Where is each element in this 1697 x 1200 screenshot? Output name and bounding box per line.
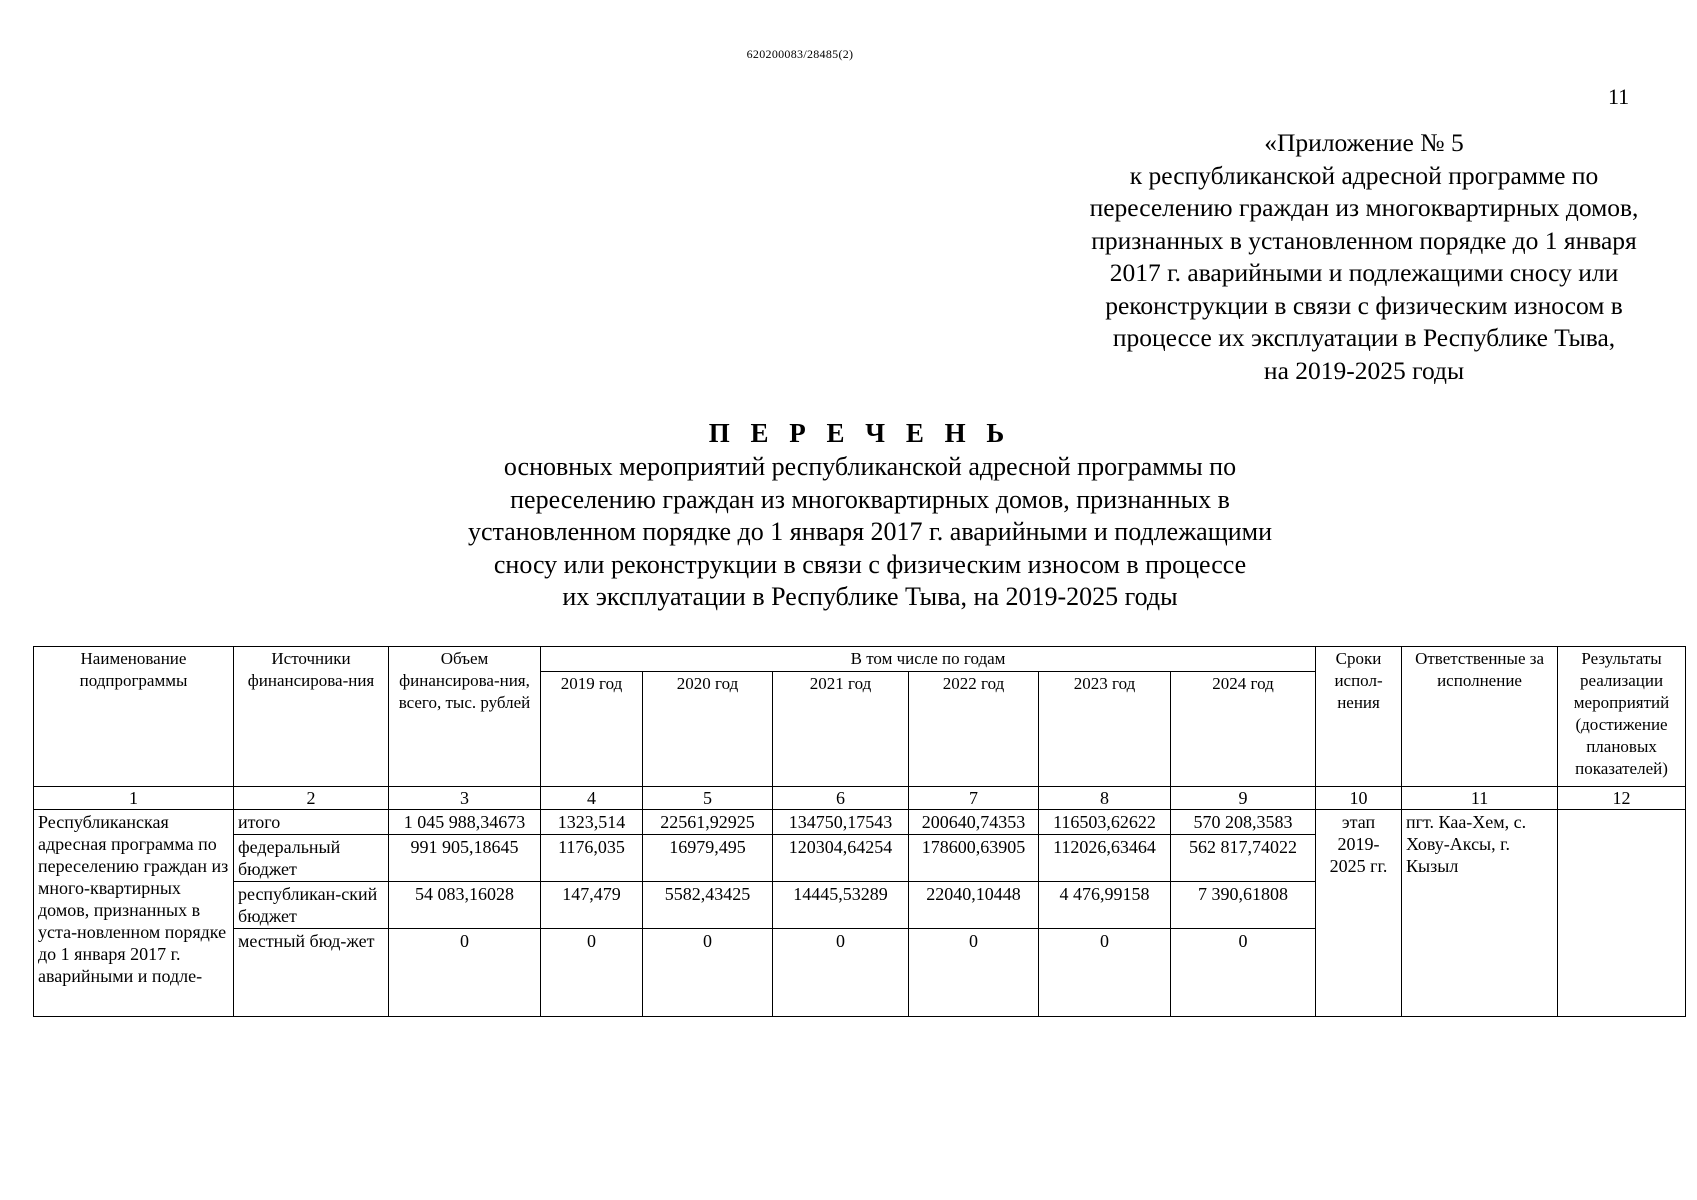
year-2023-cell: 4 476,99158: [1039, 882, 1171, 929]
year-2024-cell: 570 208,3583: [1171, 810, 1316, 835]
year-2022-cell: 200640,74353: [909, 810, 1039, 835]
column-number: 4: [541, 787, 643, 810]
subtitle-line: установленном порядке до 1 января 2017 г. аварийными и подлежащими: [467, 517, 1273, 546]
document-heading: П Е Р Е Ч Е Н Ь: [708, 418, 1012, 448]
document-subtitle: [370, 451, 1370, 614]
source-cell: федеральный бюджет: [234, 835, 389, 882]
source-cell: местный бюд-жет: [234, 929, 389, 1017]
year-2024-cell: 0: [1171, 929, 1316, 1017]
year-2023-cell: 112026,63464: [1039, 835, 1171, 882]
total-cell: 0: [389, 929, 541, 1017]
header-responsible: Ответственные за исполнение: [1402, 647, 1558, 787]
appendix-line: «Приложение № 5: [1264, 128, 1464, 157]
column-number: 1: [34, 787, 234, 810]
header-year-2022: 2022 год: [909, 672, 1039, 787]
subtitle-line: основных мероприятий республиканской адресной программы по: [503, 452, 1237, 481]
year-2024-cell: 562 817,74022: [1171, 835, 1316, 882]
year-2023-cell: 116503,62622: [1039, 810, 1171, 835]
year-2020-cell: 5582,43425: [643, 882, 773, 929]
year-2022-cell: 22040,10448: [909, 882, 1039, 929]
appendix-line: 2017 г. аварийными и подлежащими сносу или: [1109, 258, 1619, 287]
responsible-cell: пгт. Каа-Хем, с. Хову-Аксы, г. Кызыл: [1402, 810, 1558, 1017]
appendix-line: процессе их эксплуатации в Республике Тыва,: [1112, 323, 1616, 352]
page-number: 11: [1608, 84, 1630, 109]
subtitle-line: их эксплуатации в Республике Тыва, на 2019-2025 годы: [562, 582, 1178, 611]
column-number: 2: [234, 787, 389, 810]
measures-table: [33, 646, 1686, 1017]
terms-cell: этап 2019-2025 гг.: [1316, 810, 1402, 1017]
header-sources: Источники финансирова-ния: [234, 647, 389, 787]
appendix-line: на 2019-2025 годы: [1263, 355, 1465, 385]
document-code: 620200083/28485(2): [746, 47, 854, 61]
header-year-2019: 2019 год: [541, 672, 643, 787]
appendix-line: переселению граждан из многоквартирных домов,: [1089, 193, 1639, 222]
appendix-caption: [1028, 127, 1697, 387]
year-2024-cell: 7 390,61808: [1171, 882, 1316, 929]
year-2021-cell: 0: [773, 929, 909, 1017]
year-2022-cell: 178600,63905: [909, 835, 1039, 882]
column-number: 12: [1558, 787, 1686, 810]
year-2021-cell: 120304,64254: [773, 835, 909, 882]
header-by-years: В том числе по годам: [541, 647, 1316, 672]
column-number: 9: [1171, 787, 1316, 810]
year-2020-cell: 22561,92925: [643, 810, 773, 835]
year-2019-cell: 0: [541, 929, 643, 1017]
results-cell: [1558, 810, 1686, 1017]
appendix-line: реконструкции в связи с физическим износом в: [1105, 290, 1623, 320]
column-number: 5: [643, 787, 773, 810]
column-number: 3: [389, 787, 541, 810]
year-2019-cell: 1323,514: [541, 810, 643, 835]
appendix-line: к республиканской адресной программе по: [1129, 160, 1599, 190]
year-2020-cell: 0: [643, 929, 773, 1017]
total-cell: 991 905,18645: [389, 835, 541, 882]
header-row: [34, 647, 1686, 672]
column-number: 7: [909, 787, 1039, 810]
year-2021-cell: 14445,53289: [773, 882, 909, 929]
table-row: [34, 810, 1686, 835]
column-number: 10: [1316, 787, 1402, 810]
header-name: Наименование подпрограммы: [34, 647, 234, 787]
year-2022-cell: 0: [909, 929, 1039, 1017]
source-cell: республикан-ский бюджет: [234, 882, 389, 929]
header-volume: Объем финансирова-ния, всего, тыс. рублей: [389, 647, 541, 787]
column-number: 11: [1402, 787, 1558, 810]
header-year-2020: 2020 год: [643, 672, 773, 787]
total-cell: 1 045 988,34673: [389, 810, 541, 835]
header-year-2023: 2023 год: [1039, 672, 1171, 787]
year-2021-cell: 134750,17543: [773, 810, 909, 835]
source-cell: итого: [234, 810, 389, 835]
column-number: 6: [773, 787, 909, 810]
header-terms: Сроки испол-нения: [1316, 647, 1402, 787]
subtitle-line: переселению граждан из многоквартирных домов, признанных в: [510, 484, 1230, 514]
program-name-cell: Республиканская адресная программа по переселению граждан из много-квартирных домов, признанных в уста-новленном порядке до 1 января 2017 г. аварийными и подле-: [34, 810, 234, 1017]
year-2023-cell: 0: [1039, 929, 1171, 1017]
header-year-2024: 2024 год: [1171, 672, 1316, 787]
year-2019-cell: 1176,035: [541, 835, 643, 882]
year-2019-cell: 147,479: [541, 882, 643, 929]
year-2020-cell: 16979,495: [643, 835, 773, 882]
header-results: Результаты реализации мероприятий (достижение плановых показателей): [1558, 647, 1686, 787]
column-number: 8: [1039, 787, 1171, 810]
column-numbers-row: [34, 787, 1686, 810]
appendix-line: признанных в установленном порядке до 1 января: [1091, 225, 1637, 255]
total-cell: 54 083,16028: [389, 882, 541, 929]
subtitle-line: сносу или реконструкции в связи с физическим износом в процессе: [493, 549, 1247, 579]
header-year-2021: 2021 год: [773, 672, 909, 787]
